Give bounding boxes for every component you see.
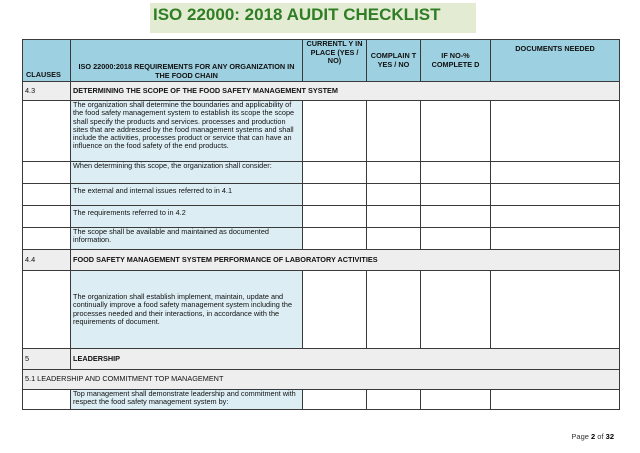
document-title: ISO 22000: 2018 AUDIT CHECKLIST — [150, 3, 476, 33]
clause-number: 5 — [23, 349, 71, 370]
section-title: LEADERSHIP — [71, 349, 620, 370]
requirement-text: The organization shall establish implement, maintain, update and continually improve a food safety management system including the processes needed and their interactions, in accordance with the requirements of document. — [71, 271, 303, 349]
table-row — [23, 184, 620, 206]
clause-cell — [23, 206, 71, 228]
clause-cell — [23, 390, 71, 410]
section-row — [23, 82, 620, 101]
section-row — [23, 349, 620, 370]
requirement-text: The requirements referred to in 4.2 — [71, 206, 303, 228]
table-row — [23, 162, 620, 184]
table-row — [23, 228, 620, 250]
table-row — [23, 390, 620, 410]
complaint-cell[interactable] — [367, 162, 421, 184]
table-row — [23, 206, 620, 228]
clause-cell — [23, 101, 71, 162]
requirement-text: The scope shall be available and maintained as documented information. — [71, 228, 303, 250]
percent-complete-cell[interactable] — [421, 101, 491, 162]
documents-needed-cell[interactable] — [491, 228, 620, 250]
currently-in-place-cell[interactable] — [303, 228, 367, 250]
percent-complete-cell[interactable] — [421, 206, 491, 228]
clause-number: 4.4 — [23, 250, 71, 271]
total-pages: 32 — [605, 432, 614, 441]
clause-cell — [23, 162, 71, 184]
percent-complete-cell[interactable] — [421, 271, 491, 349]
section-row — [23, 250, 620, 271]
header-currently-in-place: CURRENTL Y IN PLACE (YES / NO) — [303, 40, 367, 82]
complaint-cell[interactable] — [367, 184, 421, 206]
clause-cell — [23, 271, 71, 349]
currently-in-place-cell[interactable] — [303, 162, 367, 184]
currently-in-place-cell[interactable] — [303, 271, 367, 349]
clause-cell — [23, 184, 71, 206]
documents-needed-cell[interactable] — [491, 101, 620, 162]
header-complaint: COMPLAIN T YES / NO — [367, 40, 421, 82]
currently-in-place-cell[interactable] — [303, 101, 367, 162]
documents-needed-cell[interactable] — [491, 390, 620, 410]
percent-complete-cell[interactable] — [421, 162, 491, 184]
page-word: Page — [571, 432, 589, 441]
table-row — [23, 101, 620, 162]
currently-in-place-cell[interactable] — [303, 184, 367, 206]
complaint-cell[interactable] — [367, 271, 421, 349]
requirement-text: The organization shall determine the boundaries and applicability of the food safety management system to establish its scope the scope shall specify the products and services. processes and production sites that are addressed by the food management systems and shall include the activities, processes product or service that can have an influence on the food safety of the end products. — [71, 101, 303, 162]
documents-needed-cell[interactable] — [491, 162, 620, 184]
header-requirements: ISO 22000:2018 REQUIREMENTS FOR ANY ORGANIZATION IN THE FOOD CHAIN — [71, 40, 303, 82]
currently-in-place-cell[interactable] — [303, 206, 367, 228]
table-row — [23, 271, 620, 349]
documents-needed-cell[interactable] — [491, 184, 620, 206]
header-documents-needed: DOCUMENTS NEEDED — [491, 40, 620, 82]
complaint-cell[interactable] — [367, 228, 421, 250]
currently-in-place-cell[interactable] — [303, 390, 367, 410]
table-header-row — [23, 40, 620, 82]
requirement-text: When determining this scope, the organization shall consider: — [71, 162, 303, 184]
percent-complete-cell[interactable] — [421, 184, 491, 206]
percent-complete-cell[interactable] — [421, 228, 491, 250]
current-page: 2 — [591, 432, 596, 441]
page-number — [571, 432, 614, 441]
requirement-text: The external and internal issues referred to in 4.1 — [71, 184, 303, 206]
complaint-cell[interactable] — [367, 101, 421, 162]
requirement-text: Top management shall demonstrate leadership and commitment with respect the food safety management system by: — [71, 390, 303, 410]
section-title: 5.1 LEADERSHIP AND COMMITMENT TOP MANAGEMENT — [23, 370, 620, 390]
of-word: of — [597, 432, 604, 441]
clause-cell — [23, 228, 71, 250]
header-clauses: CLAUSES — [23, 40, 71, 82]
documents-needed-cell[interactable] — [491, 206, 620, 228]
complaint-cell[interactable] — [367, 206, 421, 228]
percent-complete-cell[interactable] — [421, 390, 491, 410]
clause-number: 4.3 — [23, 82, 71, 101]
section-title: FOOD SAFETY MANAGEMENT SYSTEM PERFORMANCE OF LABORATORY ACTIVITIES — [71, 250, 620, 271]
section-title: DETERMINING THE SCOPE OF THE FOOD SAFETY MANAGEMENT SYSTEM — [71, 82, 620, 101]
section-row — [23, 370, 620, 390]
complaint-cell[interactable] — [367, 390, 421, 410]
audit-checklist-table — [22, 39, 620, 410]
header-if-no-complete: IF NO-% COMPLETE D — [421, 40, 491, 82]
documents-needed-cell[interactable] — [491, 271, 620, 349]
